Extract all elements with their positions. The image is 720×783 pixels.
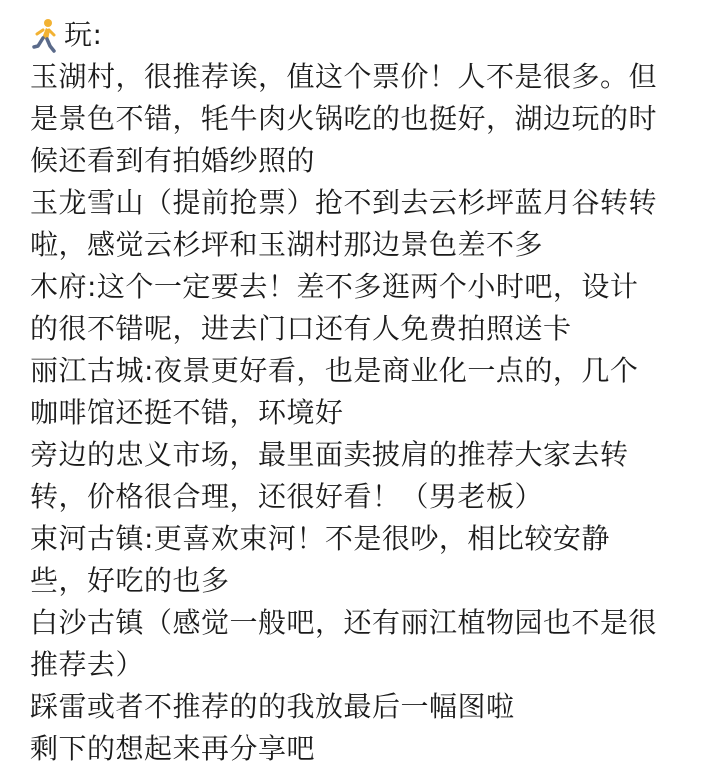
section-heading <box>30 14 710 56</box>
text-line: 束河古镇:更喜欢束河！不是很吵，相比较安静 <box>30 522 610 555</box>
text-line: 的很不错呢，进去门口还有人免费拍照送卡 <box>30 312 572 345</box>
running-person-icon <box>30 18 60 54</box>
text-line: 玉龙雪山（提前抢票）抢不到去云杉坪蓝月谷转转 <box>30 186 658 219</box>
text-line: 咖啡馆还挺不错，环境好 <box>30 396 344 429</box>
text-line: 啦，感觉云杉坪和玉湖村那边景色差不多 <box>30 228 544 261</box>
text-line: 是景色不错，牦牛肉火锅吃的也挺好，湖边玩的时 <box>30 102 658 135</box>
text-line: 旁边的忠义市场，最里面卖披肩的推荐大家去转 <box>30 438 629 471</box>
text-line: 推荐去） <box>30 648 145 681</box>
heading-label: 玩: <box>64 18 103 51</box>
text-line: 转，价格很合理，还很好看！（男老板） <box>30 480 544 513</box>
post-body <box>30 14 710 770</box>
text-line: 木府:这个一定要去！差不多逛两个小时吧，设计 <box>30 270 639 303</box>
text-line: 踩雷或者不推荐的的我放最后一幅图啦 <box>30 690 515 723</box>
text-line: 剩下的想起来再分享吧 <box>30 732 316 765</box>
text-line: 丽江古城:夜景更好看，也是商业化一点的，几个 <box>30 354 639 387</box>
text-line: 些，好吃的也多 <box>30 564 230 597</box>
text-line: 候还看到有拍婚纱照的 <box>30 144 316 177</box>
text-line: 玉湖村，很推荐诶，值这个票价！人不是很多。但 <box>30 60 658 93</box>
text-line: 白沙古镇（感觉一般吧，还有丽江植物园也不是很 <box>30 606 658 639</box>
